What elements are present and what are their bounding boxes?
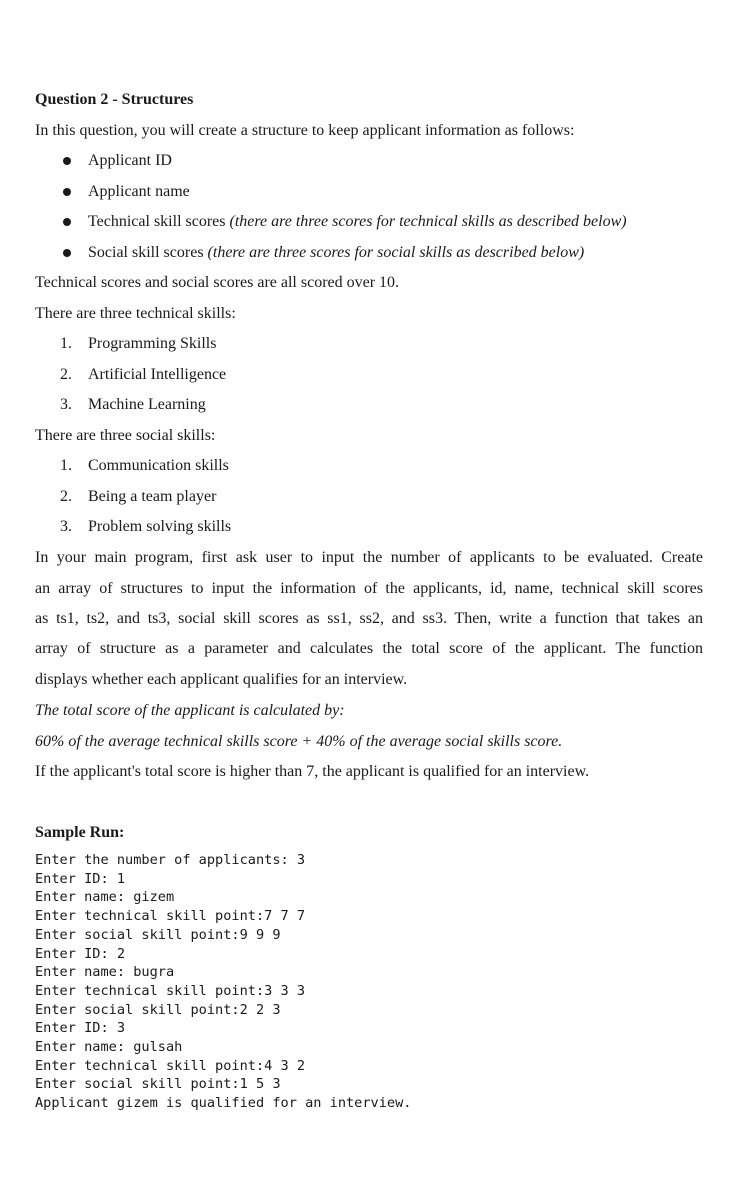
social-heading: There are three social skills: [35,427,216,444]
console-line: Applicant gizem is qualified for an interview. [35,1095,412,1112]
bullet-icon [63,157,71,165]
question-title: Question 2 - Structures [35,91,194,108]
bullet-icon [63,218,71,226]
console-line: Enter name: gulsah [35,1039,183,1056]
console-line: Enter technical skill point:4 3 2 [35,1057,306,1074]
formula: 60% of the average technical skills score + 40% of the average social skills score. [35,733,563,750]
console-line: Enter social skill point:1 5 3 [35,1076,281,1093]
console-line: Enter technical skill point:7 7 7 [35,908,306,925]
main-paragraph-line: In your main program, first ask user to input the number of applicants to be evaluated. Create [35,549,703,566]
console-line: Enter social skill point:2 2 3 [35,1001,281,1018]
main-paragraph-line: as ts1, ts2, and ts3, social skill scores as ss1, ss2, and ss3. Then, write a function that takes an [35,610,703,627]
sample-run-output [35,851,411,1113]
main-paragraph-line: an array of structures to input the information of the applicants, id, name, technical skill scores [35,580,703,597]
console-line: Enter the number of applicants: 3 [35,852,306,868]
console-line: Enter ID: 3 [35,1020,126,1037]
bullet-icon [63,188,71,196]
intro-text: In this question, you will create a structure to keep applicant information as follows: [35,122,575,139]
console-line: Enter technical skill point:3 3 3 [35,982,306,999]
main-paragraph-line: displays whether each applicant qualifies for an interview. [35,671,408,688]
sample-run-title: Sample Run: [35,824,125,841]
console-line: Enter ID: 2 [35,945,126,962]
console-line: Enter social skill point:9 9 9 [35,926,281,943]
main-paragraph-line: array of structure as a parameter and calculates the total score of the applicant. The function [35,640,703,657]
console-line: Enter ID: 1 [35,870,126,887]
technical-heading: There are three technical skills: [35,305,236,322]
console-line: Enter name: gizem [35,889,175,906]
formula-intro: The total score of the applicant is calculated by: [35,702,345,719]
qualification-rule: If the applicant's total score is higher than 7, the applicant is qualified for an interview. [35,763,590,780]
scored-over-text: Technical scores and social scores are all scored over 10. [35,274,400,291]
bullet-icon [63,249,71,257]
document-page: Question 2 - Structures In this question, you will create a structure to keep applicant information as follows: Applicant ID Applicant name Technical skill scores (there are three scores for technical skills as described below) Social skill scores (there are three scores for social skills as described below) Technical scores and social scores are all scored over 10. There are three technical skills: 1. Programming Skills 2. Artificial Intelligence 3. Machine Learning There are three social skills: 1. Communication skills 2. Being a team player 3. Problem solving skills In your main program, first ask user to input the number of applicants to be evaluated. Create an array of structures to input the information of the applicants, id, name, technical skill scores as ts1, ts2, and ts3, social skill scores as ss1, ss2, and ss3. Then, write a function that takes an array of structure as a parameter and calculates the total score of the applicant. The function displays whether each applicant qualifies for an interview. The total score of the applicant is calculated by: 60% of the average technical skills score + 40% of the average social skills score. If the applicant's total score is higher than 7, the applicant is qualified for an interview. Sample Run: Enter the number of applicants: 3 Enter ID: 1 Enter name: gizem Enter technical skill point:7 7 7 Enter social skill point:9 9 9 Enter ID: 2 Enter name: bugra Enter technical skill point:3 3 3 Enter social skill point:2 2 3 Enter ID: 3 Enter name: gulsah Enter technical skill point:4 3 2 Enter social skill point:1 5 3 Applicant gizem is qualified for an interview. [35,91,703,1112]
console-line: Enter name: bugra [35,964,175,981]
